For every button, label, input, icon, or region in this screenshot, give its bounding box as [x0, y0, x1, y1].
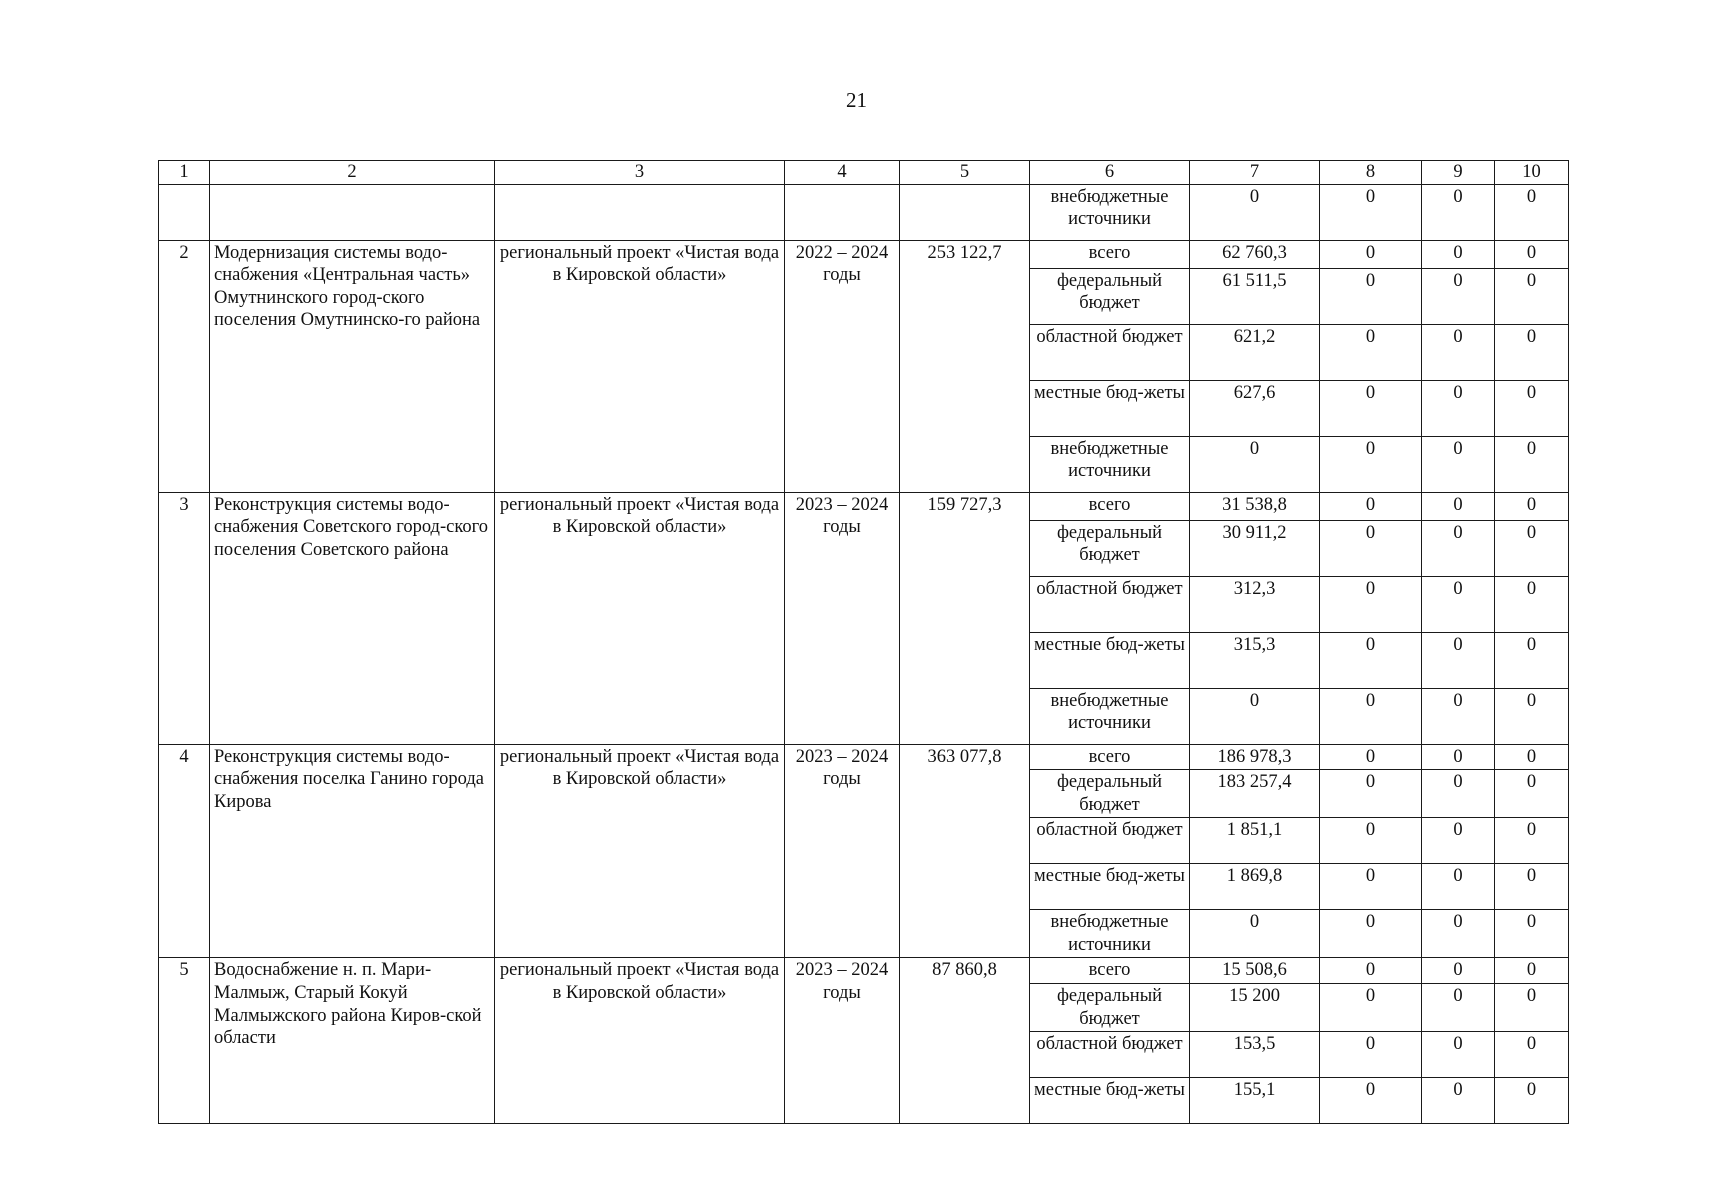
funding-source: внебюджетные источники: [1030, 688, 1190, 744]
object-3-funding-row: [159, 492, 1569, 520]
empty-cell: [900, 184, 1030, 240]
amount-col8: 0: [1320, 632, 1422, 688]
project-name: региональный проект «Чистая вода в Кировской области»: [495, 240, 785, 492]
funding-source: федеральный бюджет: [1030, 983, 1190, 1031]
amount-col8: 0: [1320, 818, 1422, 864]
column-number-header: 4: [785, 161, 900, 185]
object-number: 2: [159, 240, 210, 492]
project-name: региональный проект «Чистая вода в Кировской области»: [495, 958, 785, 1124]
funding-source: областной бюджет: [1030, 324, 1190, 380]
amount-col7: 15 200: [1190, 983, 1320, 1031]
amount-col9: 0: [1422, 744, 1495, 770]
funding-source: местные бюд-жеты: [1030, 632, 1190, 688]
total-cost: 363 077,8: [900, 744, 1030, 958]
amount-col9: 0: [1422, 864, 1495, 910]
amount-col10: 0: [1495, 324, 1569, 380]
amount-col8: 0: [1320, 1032, 1422, 1078]
amount-col10: 0: [1495, 1078, 1569, 1124]
amount-col9: 0: [1422, 240, 1495, 268]
amount-col9: 0: [1422, 324, 1495, 380]
amount-col10: 0: [1495, 380, 1569, 436]
amount-col7: 315,3: [1190, 632, 1320, 688]
amount-col7: 0: [1190, 436, 1320, 492]
column-number-header: 8: [1320, 161, 1422, 185]
amount-col7: 155,1: [1190, 1078, 1320, 1124]
amount-col9: 0: [1422, 380, 1495, 436]
amount-col7: 0: [1190, 688, 1320, 744]
object-name: Водоснабжение н. п. Мари-Малмыж, Старый Кокуй Малмыжского района Киров-ской области: [210, 958, 495, 1124]
total-cost: 159 727,3: [900, 492, 1030, 744]
amount-col9: 0: [1422, 632, 1495, 688]
funding-source: областной бюджет: [1030, 576, 1190, 632]
amount-col10: 0: [1495, 1032, 1569, 1078]
funding-source: местные бюд-жеты: [1030, 864, 1190, 910]
amount-col8: 0: [1320, 184, 1422, 240]
object-name: Модернизация системы водо-снабжения «Центральная часть» Омутнинского город-ского поселения Омутнинско-го района: [210, 240, 495, 492]
amount-col9: 0: [1422, 983, 1495, 1031]
amount-col9: 0: [1422, 910, 1495, 958]
implementation-years: 2023 – 2024 годы: [785, 958, 900, 1124]
financing-table: [158, 160, 1569, 1124]
column-number-header: 2: [210, 161, 495, 185]
amount-col7: 30 911,2: [1190, 520, 1320, 576]
object-number: 3: [159, 492, 210, 744]
amount-col8: 0: [1320, 910, 1422, 958]
column-number-header: 3: [495, 161, 785, 185]
funding-source: всего: [1030, 492, 1190, 520]
amount-col9: 0: [1422, 1032, 1495, 1078]
funding-source: внебюджетные источники: [1030, 436, 1190, 492]
amount-col10: 0: [1495, 492, 1569, 520]
amount-col8: 0: [1320, 688, 1422, 744]
amount-col10: 0: [1495, 744, 1569, 770]
amount-col7: 186 978,3: [1190, 744, 1320, 770]
object-4-funding-row: [159, 744, 1569, 770]
amount-col9: 0: [1422, 770, 1495, 818]
amount-col9: 0: [1422, 818, 1495, 864]
funding-source: федеральный бюджет: [1030, 520, 1190, 576]
amount-col8: 0: [1320, 380, 1422, 436]
carryover-row: [159, 184, 1569, 240]
amount-col8: 0: [1320, 240, 1422, 268]
amount-col8: 0: [1320, 520, 1422, 576]
amount-col7: 15 508,6: [1190, 958, 1320, 984]
amount-col9: 0: [1422, 436, 1495, 492]
column-number-header: 1: [159, 161, 210, 185]
implementation-years: 2022 – 2024 годы: [785, 240, 900, 492]
amount-col8: 0: [1320, 983, 1422, 1031]
amount-col9: 0: [1422, 1078, 1495, 1124]
amount-col8: 0: [1320, 436, 1422, 492]
object-number: 4: [159, 744, 210, 958]
amount-col9: 0: [1422, 576, 1495, 632]
amount-col8: 0: [1320, 770, 1422, 818]
amount-col7: 1 869,8: [1190, 864, 1320, 910]
column-number-header-row: [159, 161, 1569, 185]
amount-col7: 0: [1190, 184, 1320, 240]
amount-col10: 0: [1495, 268, 1569, 324]
amount-col10: 0: [1495, 958, 1569, 984]
funding-source: всего: [1030, 744, 1190, 770]
column-number-header: 10: [1495, 161, 1569, 185]
amount-col10: 0: [1495, 818, 1569, 864]
amount-col7: 31 538,8: [1190, 492, 1320, 520]
column-number-header: 9: [1422, 161, 1495, 185]
amount-col7: 153,5: [1190, 1032, 1320, 1078]
amount-col7: 627,6: [1190, 380, 1320, 436]
amount-col9: 0: [1422, 958, 1495, 984]
amount-col8: 0: [1320, 744, 1422, 770]
funding-source: всего: [1030, 240, 1190, 268]
object-name: Реконструкция системы водо-снабжения Советского город-ского поселения Советского района: [210, 492, 495, 744]
funding-source: областной бюджет: [1030, 818, 1190, 864]
amount-col9: 0: [1422, 520, 1495, 576]
amount-col9: 0: [1422, 688, 1495, 744]
amount-col7: 621,2: [1190, 324, 1320, 380]
object-number: 5: [159, 958, 210, 1124]
amount-col10: 0: [1495, 864, 1569, 910]
amount-col9: 0: [1422, 492, 1495, 520]
object-2-funding-row: [159, 240, 1569, 268]
amount-col10: 0: [1495, 632, 1569, 688]
amount-col10: 0: [1495, 240, 1569, 268]
total-cost: 87 860,8: [900, 958, 1030, 1124]
funding-source: федеральный бюджет: [1030, 770, 1190, 818]
amount-col10: 0: [1495, 910, 1569, 958]
amount-col10: 0: [1495, 983, 1569, 1031]
empty-cell: [210, 184, 495, 240]
amount-col8: 0: [1320, 576, 1422, 632]
funding-source: всего: [1030, 958, 1190, 984]
empty-cell: [785, 184, 900, 240]
amount-col8: 0: [1320, 324, 1422, 380]
column-number-header: 5: [900, 161, 1030, 185]
amount-col8: 0: [1320, 1078, 1422, 1124]
amount-col7: 183 257,4: [1190, 770, 1320, 818]
amount-col10: 0: [1495, 436, 1569, 492]
column-number-header: 6: [1030, 161, 1190, 185]
amount-col9: 0: [1422, 268, 1495, 324]
implementation-years: 2023 – 2024 годы: [785, 492, 900, 744]
amount-col10: 0: [1495, 576, 1569, 632]
object-5-funding-row: [159, 958, 1569, 984]
amount-col8: 0: [1320, 268, 1422, 324]
amount-col10: 0: [1495, 520, 1569, 576]
amount-col7: 61 511,5: [1190, 268, 1320, 324]
column-number-header: 7: [1190, 161, 1320, 185]
amount-col10: 0: [1495, 688, 1569, 744]
project-name: региональный проект «Чистая вода в Кировской области»: [495, 744, 785, 958]
page-number: 21: [846, 88, 867, 112]
funding-source: местные бюд-жеты: [1030, 1078, 1190, 1124]
implementation-years: 2023 – 2024 годы: [785, 744, 900, 958]
funding-source: внебюджетные источники: [1030, 184, 1190, 240]
amount-col10: 0: [1495, 770, 1569, 818]
amount-col7: 312,3: [1190, 576, 1320, 632]
amount-col10: 0: [1495, 184, 1569, 240]
funding-source: внебюджетные источники: [1030, 910, 1190, 958]
amount-col7: 62 760,3: [1190, 240, 1320, 268]
empty-cell: [159, 184, 210, 240]
amount-col7: 0: [1190, 910, 1320, 958]
project-name: региональный проект «Чистая вода в Кировской области»: [495, 492, 785, 744]
total-cost: 253 122,7: [900, 240, 1030, 492]
funding-source: федеральный бюджет: [1030, 268, 1190, 324]
funding-source: областной бюджет: [1030, 1032, 1190, 1078]
amount-col9: 0: [1422, 184, 1495, 240]
funding-source: местные бюд-жеты: [1030, 380, 1190, 436]
amount-col7: 1 851,1: [1190, 818, 1320, 864]
amount-col8: 0: [1320, 864, 1422, 910]
amount-col8: 0: [1320, 492, 1422, 520]
object-name: Реконструкция системы водо-снабжения поселка Ганино города Кирова: [210, 744, 495, 958]
amount-col8: 0: [1320, 958, 1422, 984]
empty-cell: [495, 184, 785, 240]
